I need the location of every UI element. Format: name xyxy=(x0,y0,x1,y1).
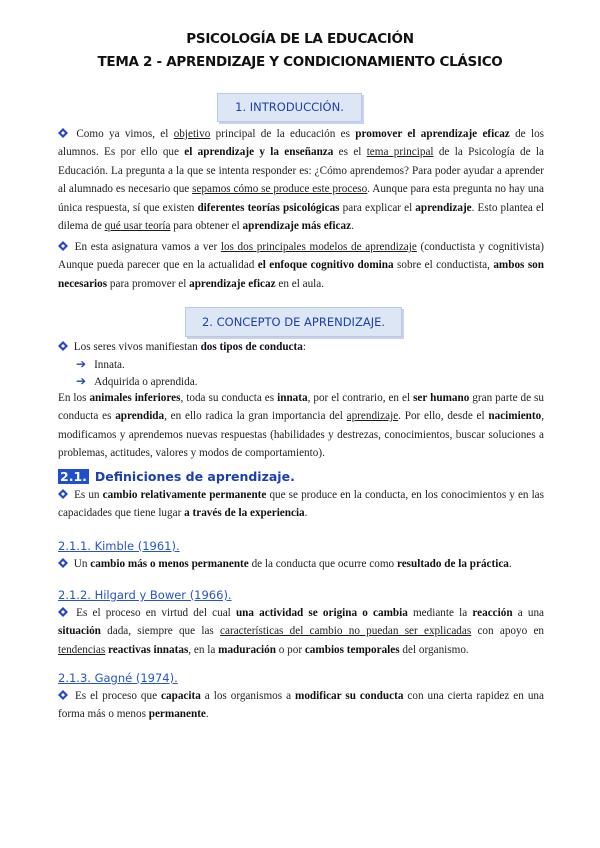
text: diferentes teorías psicológicas xyxy=(197,201,340,214)
text: . xyxy=(304,507,308,520)
text: en el aula. xyxy=(275,277,325,290)
subsection-heading-definiciones xyxy=(58,469,295,484)
text: sepamos cómo se produce este proceso xyxy=(192,183,368,196)
text: de la Psicología de la Educación. La pregunta a la que se intenta responder es: ¿Cómo aprendemos? Para poder ayudar a aprender al alumnado es necesario que xyxy=(58,146,544,196)
text: a los organismos a xyxy=(200,690,295,702)
text: características del cambio no puedan ser explicadas xyxy=(220,625,472,638)
text: del organismo. xyxy=(399,643,469,656)
text: que se produce en la conducta, en los conocimientos y en las capacidades que tiene lugar xyxy=(58,489,545,520)
list-item-innata xyxy=(76,356,125,373)
text: modificar su conducta xyxy=(295,690,404,702)
text: dada, siempre que las xyxy=(100,625,221,638)
text: situación xyxy=(58,625,101,638)
paragraph-hilgard-bower xyxy=(58,604,544,659)
diamond-bullet-icon xyxy=(58,607,68,617)
text: el aprendizaje y la enseñanza xyxy=(184,146,334,159)
text: , modificamos y aprendemos nuevas respuestas (habilidades y destrezas, conocimientos, buscar soluciones a problemas, actitudes, valores y modos de comportamiento). xyxy=(58,410,544,460)
paragraph-definicion xyxy=(58,486,544,523)
document-title: PSICOLOGÍA DE LA EDUCACIÓN xyxy=(186,31,414,47)
text: . xyxy=(351,220,354,233)
text: En los xyxy=(58,392,90,404)
text: Como ya vimos, el xyxy=(76,128,174,140)
diamond-bullet-icon xyxy=(58,690,68,700)
text: permanente xyxy=(148,708,206,721)
text: tema principal xyxy=(366,146,434,159)
text: aprendizaje más eficaz xyxy=(242,220,352,233)
text: objetivo xyxy=(173,128,211,140)
text: . Esto plantea el dilema de xyxy=(58,201,545,233)
text: Definiciones de aprendizaje. xyxy=(94,469,295,484)
text: qué usar teoría xyxy=(104,220,171,233)
text: , toda su conducta es xyxy=(180,392,278,404)
diamond-bullet-icon xyxy=(58,341,68,351)
text: aprendizaje eficaz xyxy=(189,277,276,290)
text: cambio relativamente permanente xyxy=(102,489,267,501)
paragraph-tipos-conducta xyxy=(58,338,544,356)
text: aprendizaje xyxy=(346,410,399,423)
text: : xyxy=(302,341,306,353)
text: aprendizaje xyxy=(415,201,472,214)
text: aprendida xyxy=(115,410,165,423)
heading-kimble: 2.1.1. Kimble (1961). xyxy=(58,539,180,553)
text: , en la xyxy=(188,643,219,656)
text: de la conducta que ocurre como xyxy=(248,558,397,570)
list-item-adquirida xyxy=(76,373,198,390)
text: Un xyxy=(73,558,91,570)
text: es el xyxy=(333,146,367,159)
paragraph-kimble xyxy=(58,555,544,573)
paragraph-modelos xyxy=(58,238,544,293)
text: de los alumnos. Es por ello que xyxy=(58,128,545,159)
diamond-bullet-icon xyxy=(58,558,68,568)
text: Es el proceso que xyxy=(74,690,162,702)
heading-hilgard-bower: 2.1.2. Hilgard y Bower (1966). xyxy=(58,588,232,602)
text: una actividad se origina o cambia xyxy=(235,607,408,619)
text: el enfoque cognitivo domina xyxy=(257,259,394,272)
text: nacimiento xyxy=(488,410,542,423)
text: para explicar el xyxy=(339,201,416,214)
section-heading-introduccion: 1. INTRODUCCIÓN. xyxy=(217,93,362,122)
text: sobre el conductista, xyxy=(393,259,494,272)
text: resultado de la práctica xyxy=(396,558,509,570)
document-subtitle: TEMA 2 - APRENDIZAJE Y CONDICIONAMIENTO CLÁSICO xyxy=(97,54,503,70)
text: Innata. xyxy=(94,359,125,371)
text: , por el contrario, en el xyxy=(307,392,414,404)
text: reacción xyxy=(472,607,513,619)
text: reactivas innatas xyxy=(108,643,189,656)
text: Es el proceso en virtud del cual xyxy=(76,607,236,619)
diamond-bullet-icon xyxy=(58,241,68,251)
text: capacita xyxy=(161,690,201,702)
text: ser humano xyxy=(413,392,470,404)
text: , en ello radica la gran importancia del xyxy=(164,410,347,423)
text: con apoyo en xyxy=(471,625,545,638)
text: Es un xyxy=(74,489,103,501)
text: mediante la xyxy=(407,607,473,619)
text: . xyxy=(205,708,209,721)
text: . Por ello, desde el xyxy=(398,410,489,423)
text: Los seres vivos manifiestan xyxy=(73,341,201,353)
text: maduración xyxy=(218,643,276,656)
text: ambos son necesarios xyxy=(58,259,545,290)
text: innata xyxy=(277,392,308,404)
section-number: 2.1. xyxy=(60,469,87,484)
text: . xyxy=(508,558,512,570)
text: principal de la educación es xyxy=(210,128,356,140)
text: a través de la experiencia xyxy=(184,507,305,520)
text: cambios temporales xyxy=(304,643,400,656)
text: o por xyxy=(275,643,305,656)
text: para promover el xyxy=(107,277,190,290)
heading-gagne: 2.1.3. Gagné (1974). xyxy=(58,671,178,685)
paragraph-gagne xyxy=(58,687,544,724)
text: promover el aprendizaje eficaz xyxy=(355,128,510,140)
right-arrow-icon: ➔ xyxy=(76,357,87,371)
paragraph-intro xyxy=(58,125,544,235)
text: con una cierta rapidez en una forma más o menos xyxy=(58,690,544,721)
section-heading-concepto: 2. CONCEPTO DE APRENDIZAJE. xyxy=(185,307,402,337)
text: dos tipos de conducta xyxy=(200,341,303,353)
text: . Aunque para esta pregunta no hay una única respuesta, sí que existen xyxy=(58,183,544,214)
text: En esta asignatura vamos a ver xyxy=(74,241,221,253)
text: tendencias xyxy=(58,643,106,656)
text: los dos principales modelos de aprendizaje xyxy=(220,241,417,253)
text: a una xyxy=(512,607,545,619)
right-arrow-icon: ➔ xyxy=(76,374,87,388)
text: gran parte de su conducta es xyxy=(58,392,545,423)
text: (conductista y cognitivista) Aunque pueda parecer que en la actualidad xyxy=(58,241,544,272)
diamond-bullet-icon xyxy=(58,489,68,499)
text: cambio más o menos permanente xyxy=(90,558,249,570)
text: animales inferiores xyxy=(89,392,181,404)
text: para obtener el xyxy=(170,220,243,233)
paragraph-animales xyxy=(58,389,544,463)
text: Adquirida o aprendida. xyxy=(94,376,198,388)
diamond-bullet-icon xyxy=(58,128,68,138)
